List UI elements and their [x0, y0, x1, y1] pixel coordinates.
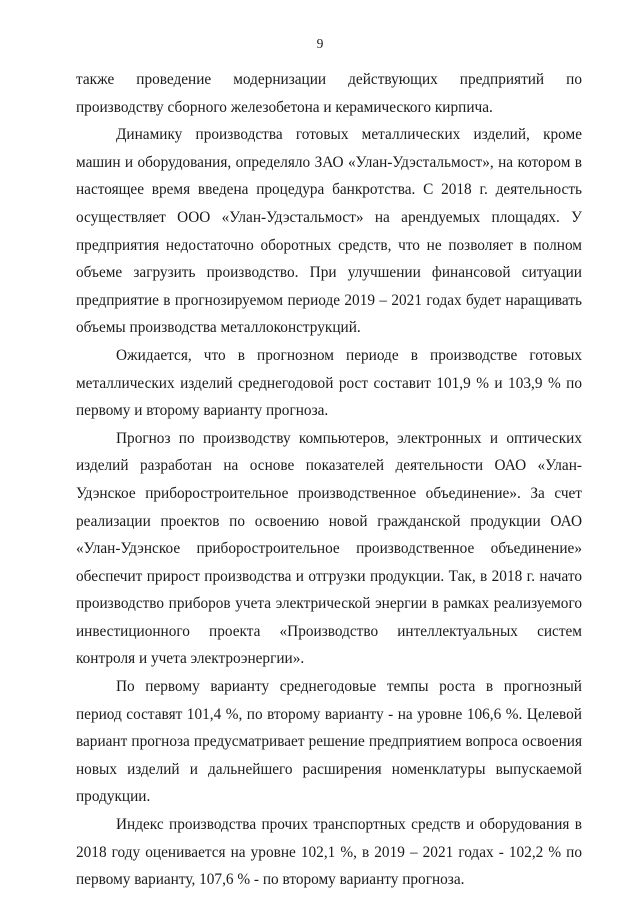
- paragraph-transport-index: Индекс производства прочих транспортных средств и оборудования в 2018 году оценивается на уровне 102,1 %, в 2019 – 2021 годах - 102,2 % по первому варианту, 107,6 % - по второму варианту прогноза.: [76, 816, 582, 889]
- paragraph-metal-growth-forecast: Ожидается, что в прогнозном периоде в производстве готовых металлических изделий среднегодовой рост составит 101,9 % и 103,9 % по первому и второму варианту прогноза.: [76, 346, 582, 420]
- paragraph-metal-products: Динамику производства готовых металлических изделий, кроме машин и оборудования, определяло ЗАО «Улан-Удэстальмост», на котором в настоящее время введена процедура банкротства. С 2018 г. деятельность осуществляет ООО «Улан-Удэстальмост» на арендуемых площадях. У предприятия недостаточно оборотных средств, что не позволяет в полном объеме загрузить производство. При улучшении финансовой ситуации предприятие в прогнозируемом периоде 2019 – 2021 годах будет наращивать объемы производства металлоконструкций.: [76, 126, 582, 337]
- paragraph-continuation: также проведение модернизации действующих предприятий по производству сборного железобетона и керамического кирпича.: [76, 71, 582, 116]
- body-text: [76, 66, 582, 894]
- paragraph-electronics-forecast: Прогноз по производству компьютеров, электронных и оптических изделий разработан на основе показателей деятельности ОАО «Улан-Удэнское приборостроительное производственное объединение». За счет реализации проектов по освоению новой гражданской продукции ОАО «Улан-Удэнское приборостроительное производственное объединение» обеспечит прирост производства и отгрузки продукции. Так, в 2018 г. начато производство приборов учета электрической энергии в рамках реализуемого инвестиционного проекта «Производство интеллектуальных систем контроля и учета электроэнергии».: [76, 429, 582, 668]
- paragraph-growth-rates: По первому варианту среднегодовые темпы роста в прогнозный период составят 101,4 %, по второму варианту - на уровне 106,6 %. Целевой вариант прогноза предусматривает решение предприятием вопроса освоения новых изделий и дальнейшего расширения номенклатуры выпускаемой продукции.: [76, 678, 582, 806]
- page-number: 9: [316, 36, 324, 51]
